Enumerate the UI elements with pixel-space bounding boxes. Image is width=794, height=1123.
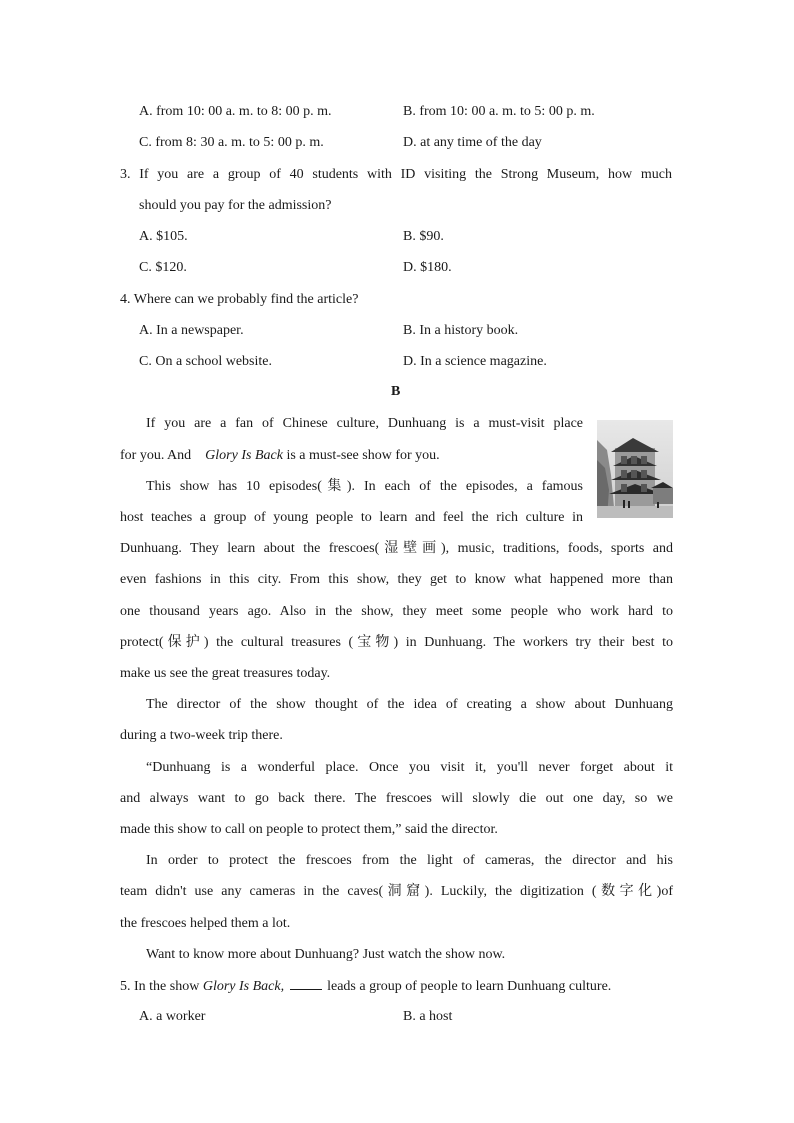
q4-option-c[interactable]: C. On a school website. [139, 354, 272, 369]
q4-question: 4. Where can we probably find the article? [120, 292, 359, 307]
q5-text: leads a group of people to learn Dunhuang culture. [327, 979, 612, 994]
show-title: Glory Is Back [205, 448, 283, 463]
q3-option-c[interactable]: C. $120. [139, 260, 187, 275]
passage-p2-line4: even fashions in this city. From this show, they get to know what happened more than [120, 572, 673, 587]
q2-option-d[interactable]: D. at any time of the day [403, 135, 542, 150]
q5-text: 5. In the show [120, 979, 200, 994]
passage-p4-line1: “Dunhuang is a wonderful place. Once you visit it, you'll never forget about it [146, 760, 673, 775]
passage-p4-line3: made this show to call on people to protect them,” said the director. [120, 822, 498, 837]
q2-option-a[interactable]: A. from 10: 00 a. m. to 8: 00 p. m. [139, 104, 332, 119]
q3-option-d[interactable]: D. $180. [403, 260, 452, 275]
passage-text: for you. And [120, 448, 192, 463]
passage-text: is a must-see show for you. [286, 448, 440, 463]
section-heading: B [391, 384, 401, 399]
passage-p5-line3: the frescoes helped them a lot. [120, 916, 291, 931]
passage-p2-line6: protect(保护) the cultural treasures (宝物) in Dunhuang. The workers try their best to [120, 635, 673, 650]
q3-question-line1: 3. If you are a group of 40 students with ID visiting the Strong Museum, how much [120, 167, 672, 182]
show-title: Glory Is Back, [202, 979, 285, 994]
q5-option-b[interactable]: B. a host [403, 1009, 453, 1024]
passage-p1-line2 [120, 447, 440, 465]
dunhuang-tower-illustration [597, 420, 673, 518]
answer-blank[interactable] [290, 977, 322, 990]
q2-option-c[interactable]: C. from 8: 30 a. m. to 5: 00 p. m. [139, 135, 324, 150]
passage-p6-line1: Want to know more about Dunhuang? Just watch the show now. [146, 947, 506, 962]
q4-option-a[interactable]: A. In a newspaper. [139, 323, 244, 338]
passage-p2-line1: This show has 10 episodes(集). In each of the episodes, a famous [146, 479, 583, 494]
q4-option-b[interactable]: B. In a history book. [403, 323, 519, 338]
passage-p1-line1: If you are a fan of Chinese culture, Dunhuang is a must-visit place [146, 416, 583, 431]
passage-p2-line5: one thousand years ago. Also in the show, they meet some people who work hard to [120, 604, 673, 619]
q3-option-b[interactable]: B. $90. [403, 229, 444, 244]
passage-p5-line1: In order to protect the frescoes from the light of cameras, the director and his [146, 853, 673, 868]
passage-p2-line7: make us see the great treasures today. [120, 666, 331, 681]
q4-option-d[interactable]: D. In a science magazine. [403, 354, 547, 369]
passage-p3-line2: during a two-week trip there. [120, 728, 283, 743]
dunhuang-photo [597, 420, 673, 518]
q3-question-line2: should you pay for the admission? [139, 198, 332, 213]
q5-option-a[interactable]: A. a worker [139, 1009, 206, 1024]
passage-p3-line1: The director of the show thought of the idea of creating a show about Dunhuang [146, 697, 673, 712]
passage-p4-line2: and always want to go back there. The frescoes will slowly die out one day, so we [120, 791, 673, 806]
q5-question [120, 977, 611, 996]
passage-p2-line2: host teaches a group of young people to learn and feel the rich culture in [120, 510, 583, 525]
passage-p5-line2: team didn't use any cameras in the caves(洞窟). Luckily, the digitization (数字化)of [120, 884, 673, 899]
q2-option-b[interactable]: B. from 10: 00 a. m. to 5: 00 p. m. [403, 104, 595, 119]
passage-p2-line3: Dunhuang. They learn about the frescoes(湿壁画), music, traditions, foods, sports and [120, 541, 673, 556]
q3-option-a[interactable]: A. $105. [139, 229, 188, 244]
